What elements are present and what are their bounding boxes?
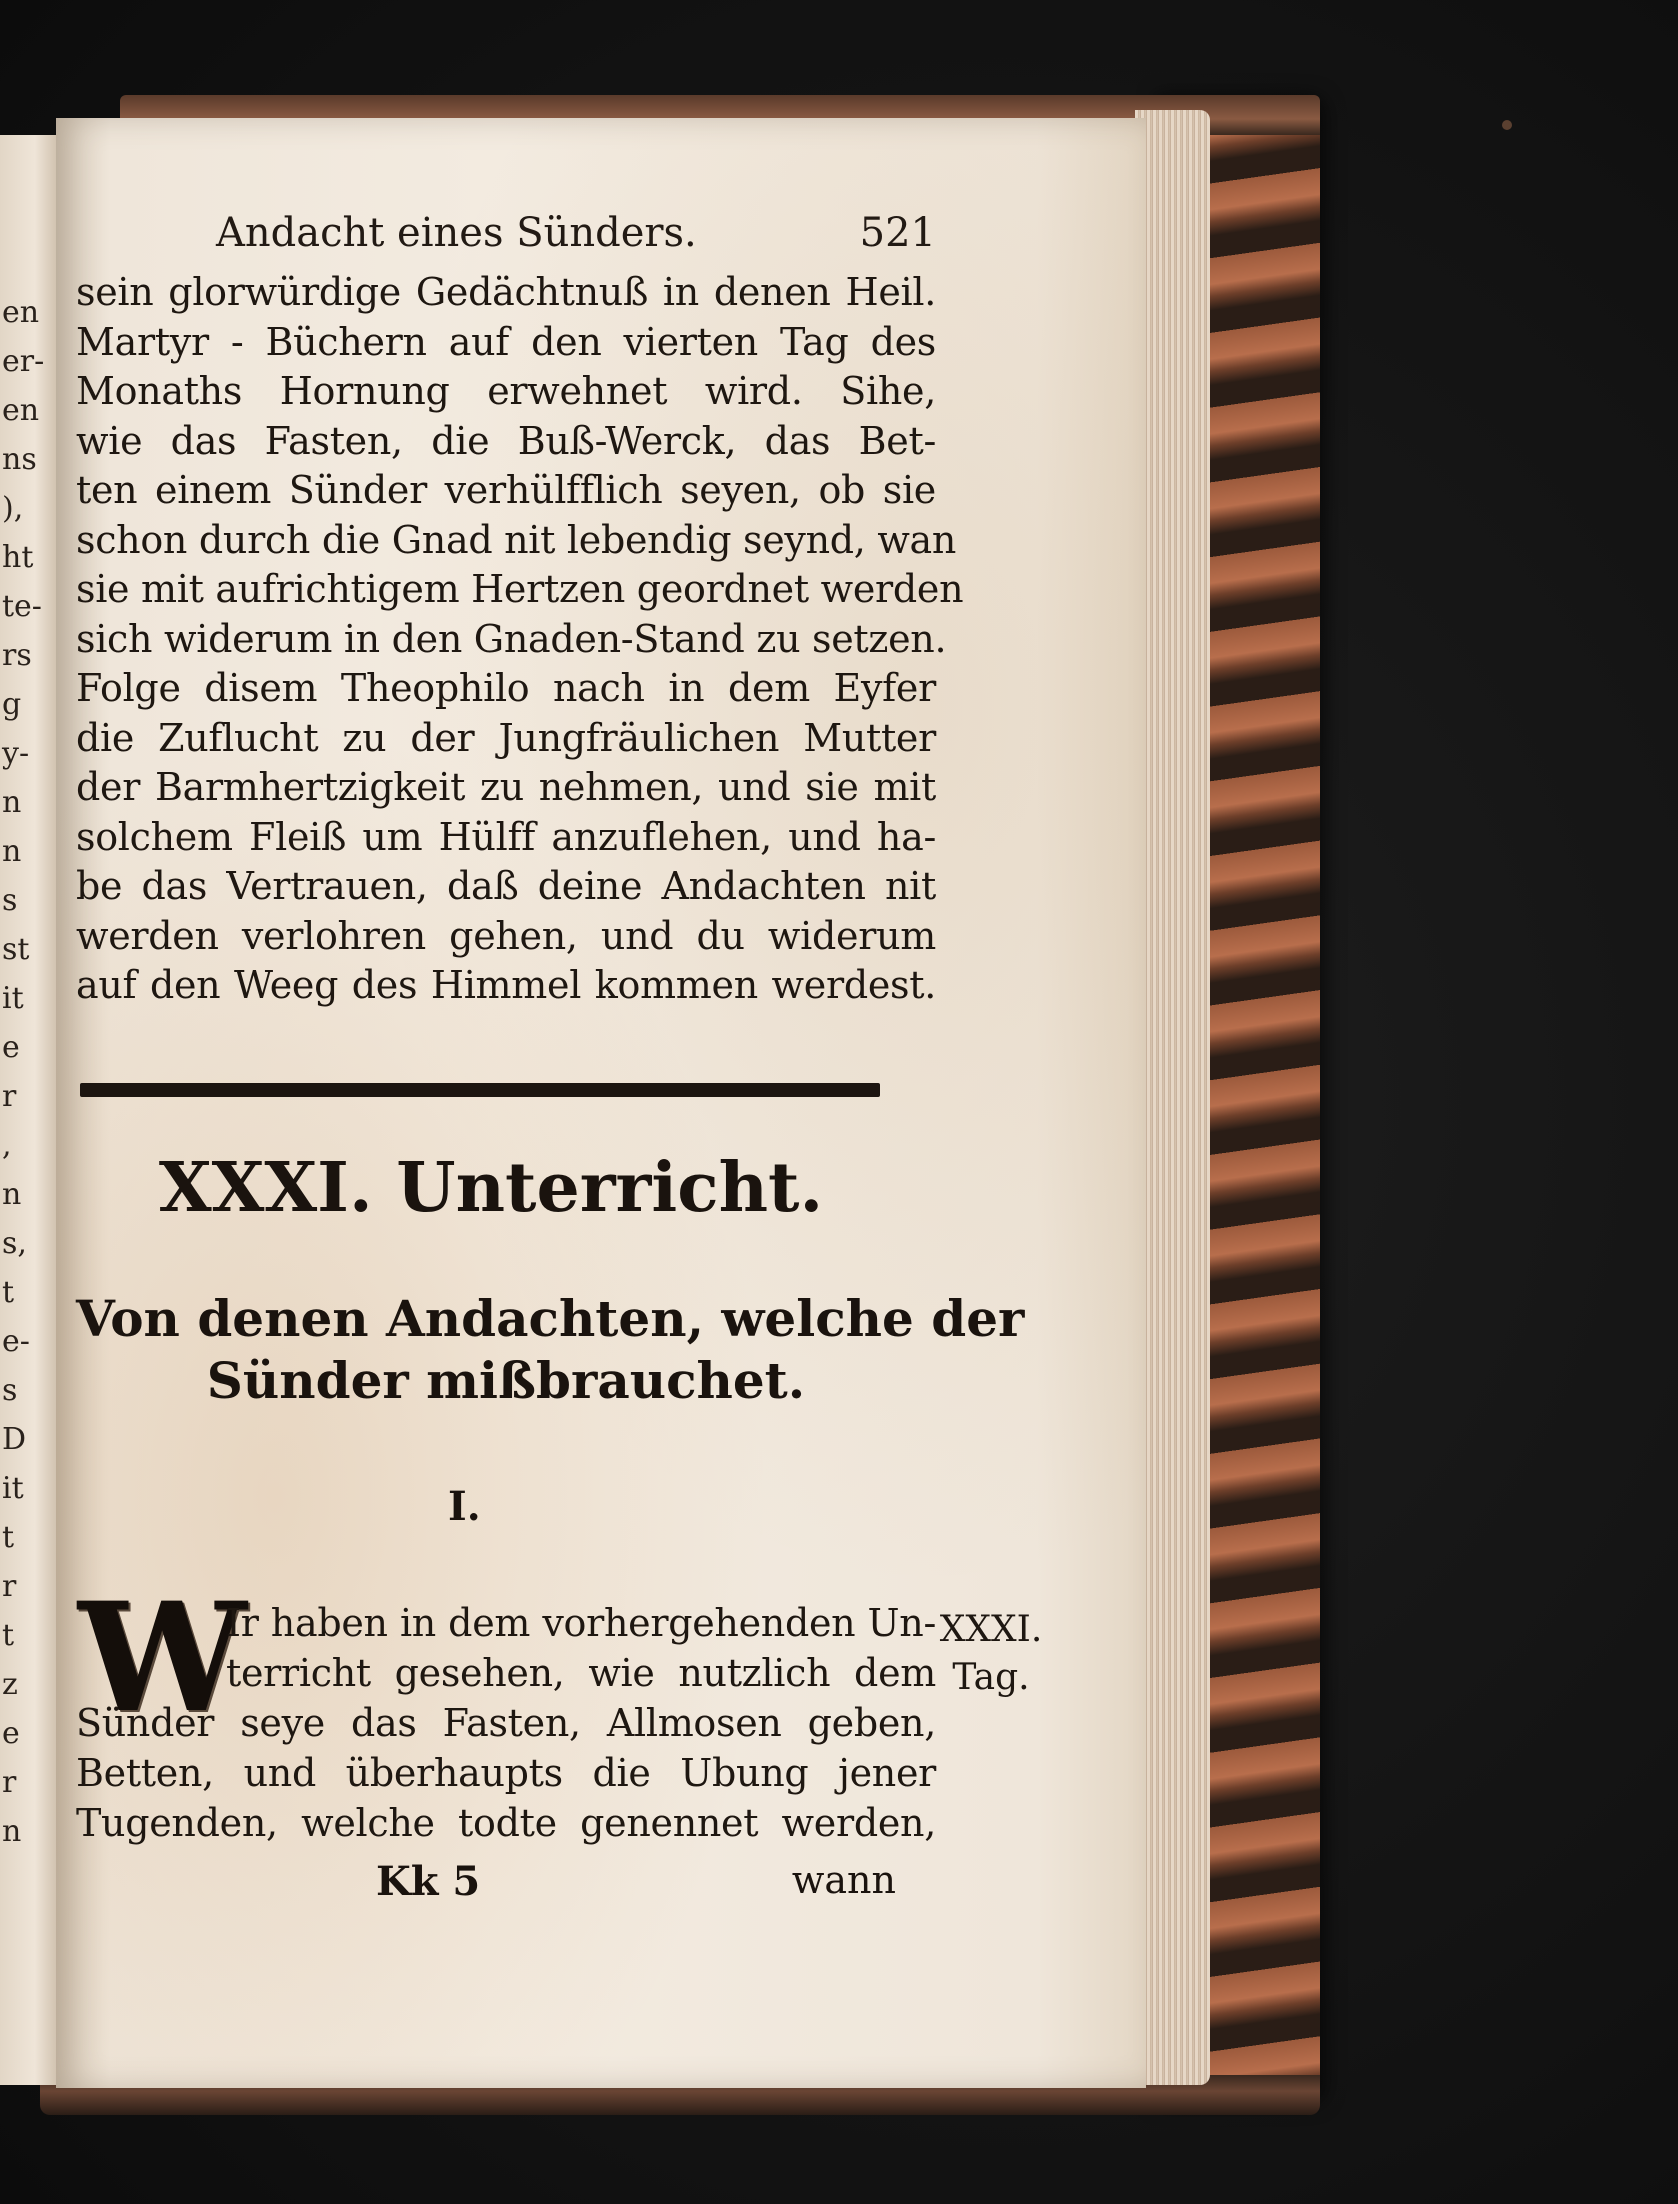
left-page-fragment: s, [2,1226,27,1261]
left-page-fragment: s [2,883,18,918]
left-page-fragment: e [2,1030,20,1065]
left-page-fragment: st [2,932,30,967]
left-page-fragment: r [2,1079,17,1114]
paragraph-line: Sünder seye das Fasten, Allmosen geben, [76,1701,936,1745]
left-page-fragment: n [2,834,22,869]
body-line: sie mit aufrichtigem Hertzen geordnet werden [76,567,964,611]
left-page-fragment: it [2,981,24,1016]
page-stack-edge [1135,110,1210,2085]
left-page-fragment: , [2,1128,12,1163]
body-line: sich widerum in den Gnaden-Stand zu setzen. [76,616,947,661]
page-number: 521 [859,210,936,256]
body-line: schon durch die Gnad nit lebendig seynd, wan [76,517,957,562]
paragraph-line: Tugenden, welche todte genennet werden, [76,1801,936,1845]
paragraph-line: terricht gesehen, wie nutzlich dem [226,1651,936,1695]
left-page-fragment: s [2,1373,18,1408]
subtitle-line: Sünder mißbrauchet. [206,1351,806,1410]
body-line: sein glorwürdige Gedächtnuß in denen Heil. [76,270,936,314]
left-page-fragment: it [2,1471,24,1506]
body-text [76,268,964,1011]
signature-mark: Kk 5 [376,1858,481,1905]
subtitle-line: Von denen Andachten, welche der [76,1289,1025,1348]
body-line: solchem Fleiß um Hülff anzuflehen, und ha- [76,814,936,859]
body-line: Folge disem Theophilo nach in dem Eyfer [76,666,936,710]
left-page-sliver [0,135,58,2085]
paragraph-line: Ir haben in dem vorhergehenden Un- [226,1601,936,1645]
margin-note-line: XXXI. [939,1609,1043,1650]
body-line: die Zuflucht zu der Jungfräulichen Mutter [76,715,936,760]
body-line: ten einem Sünder verhülfflich seyen, ob sie [76,468,936,512]
body-line: der Barmhertzigkeit zu nehmen, und sie mit [76,765,936,809]
margin-note-line: Tag. [952,1657,1030,1698]
dust-speck [1502,120,1512,130]
body-line: werden verlohren gehen, und du widerum [76,913,936,958]
body-line: auf den Weeg des Himmel kommen werdest. [76,963,936,1007]
left-page-fragment: e- [2,1324,30,1359]
running-title: Andacht eines Sünders. [216,210,697,256]
left-page-fragment: D [2,1422,27,1457]
left-page-fragment: en [2,295,40,330]
left-page-fragment: g [2,687,22,722]
left-page-fragment: r [2,1765,17,1800]
left-page-fragment: ), [2,491,24,526]
body-line: Martyr - Büchern auf den vierten Tag des [76,319,936,364]
section-divider-rule [80,1083,880,1097]
left-page-fragment: y- [2,736,30,771]
catchword: wann [791,1858,896,1902]
left-page-fragment: t [2,1520,15,1555]
left-page-fragment: r [2,1569,17,1604]
decorated-initial: W [78,1570,247,1746]
paragraph [76,1598,936,1848]
margin-note [896,1606,1086,1702]
body-line: wie das Fasten, die Buß-Werck, das Bet- [76,418,936,463]
left-page-fragment: rs [2,638,32,673]
left-page-fragment: n [2,1814,22,1849]
left-page-fragment: ns [2,442,37,477]
right-page [56,118,1146,2088]
paragraph-line: Betten, und überhaupts die Ubung jener [76,1751,936,1795]
chapter-title: XXXI. Unterricht. [158,1148,824,1228]
catchline [376,1858,896,1910]
left-page-fragment: er- [2,344,45,379]
left-page-fragment: t [2,1275,15,1310]
chapter-subtitle [76,1288,1025,1412]
body-line: be das Vertrauen, daß deine Andachten nit [76,864,936,908]
left-page-fragment: z [2,1667,18,1702]
body-line: Monaths Hornung erwehnet wird. Sihe, [76,369,936,413]
left-page-fragment: te- [2,589,42,624]
left-page-fragment: en [2,393,40,428]
section-number: I. [448,1483,481,1530]
left-page-fragment: n [2,785,22,820]
left-page-fragment: n [2,1177,22,1212]
running-head [216,210,936,266]
left-page-fragment: e [2,1716,20,1751]
left-page-fragment: t [2,1618,15,1653]
left-page-fragment: ht [2,540,34,575]
